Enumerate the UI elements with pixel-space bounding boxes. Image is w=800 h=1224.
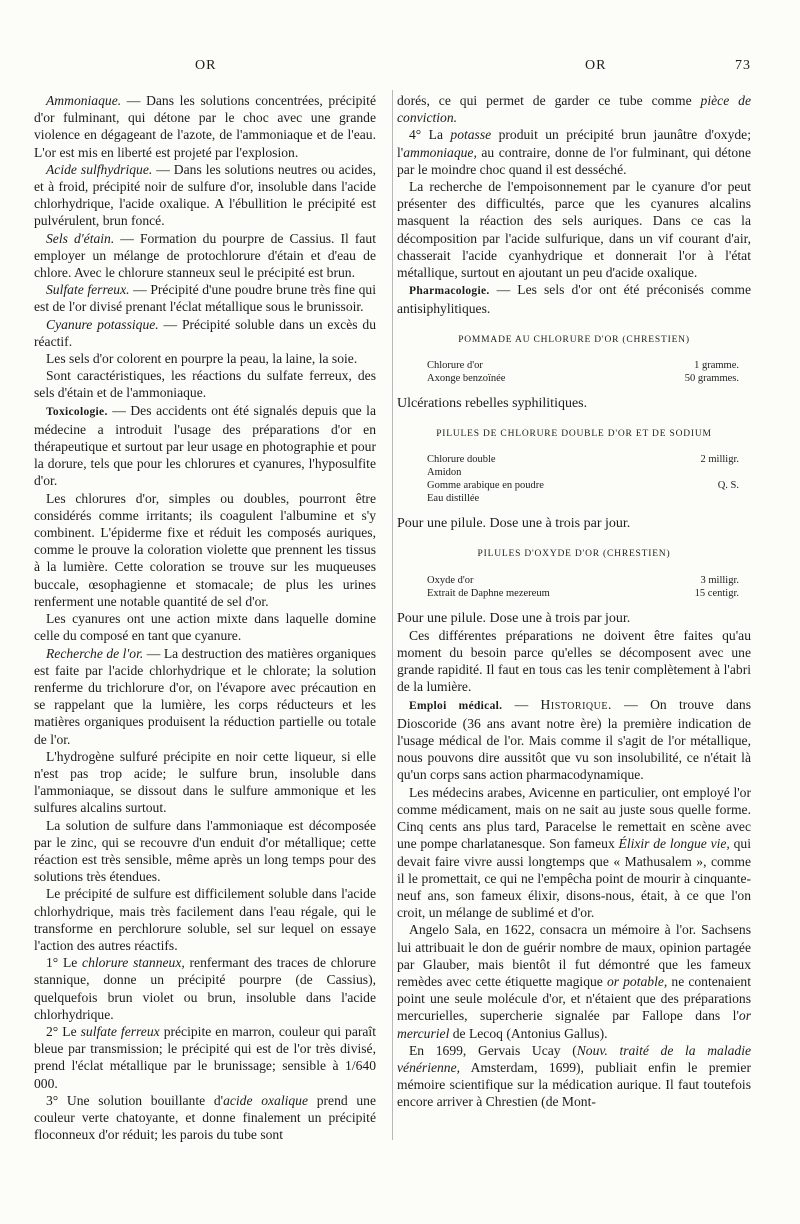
- paragraph: [34, 92, 376, 161]
- paragraph-text: qui devait faire vivre aussi longtemps que « Mathusalem », comme il le promettait, ce qui ne l'empêcha point de mourir à cinquante-neuf ans, son fameux élixir, disons-nous, était, à ce que l'on croit, un mélange de sublimé et d'or.: [397, 836, 751, 921]
- paragraph-emphasis: Élixir de longue vie,: [618, 836, 730, 852]
- paragraph-text: au contraire, donne de l'or fulminant, qui détone par le moindre choc quand il est desséché.: [397, 144, 751, 177]
- paragraph: [397, 921, 751, 1041]
- ingredient-quantity: [649, 492, 751, 505]
- paragraph: [34, 316, 376, 350]
- paragraph: [34, 645, 376, 748]
- paragraph: [34, 402, 376, 490]
- paragraph-text: — Des accidents ont été signalés depuis que la médecine a introduit l'usage des préparations d'or en thérapeutique et surtout par leur usage en photographie et pour la dorure, tels que pour les chlorures et cyanures, l'hyposulfite d'or.: [34, 402, 376, 489]
- ingredient-name: Oxyde d'or: [427, 574, 474, 586]
- prescription-row: [397, 587, 751, 600]
- paragraph: [34, 1092, 376, 1144]
- paragraph-text: renfermant des traces de chlorure stannique, donne un précipité pourpre (de Cassius), quelquefois brun violet ou brun, insoluble dans l'acide chlorhydrique.: [34, 955, 376, 1022]
- paragraph-text: prend une couleur verte chatoyante, et donne finalement un précipité floconneux d'or réduit; les parois du tube sont: [34, 1092, 376, 1143]
- paragraph-text: — Dans les solutions neutres ou acides, et à froid, précipité noir de sulfure d'or, insoluble dans l'acide chlorhydrique, l'acide oxalique. A l'ébullition le précipité est pulvérulent, brun foncé.: [34, 161, 376, 229]
- paragraph-text: Le précipité de sulfure est difficilement soluble dans l'acide chlorhydrique, mais très facilement dans l'eau régale, qui le transforme en perchlorure soluble, sel sur lequel on essaye l'action des autres réactifs.: [34, 886, 376, 953]
- paragraph-text: En 1699, Gervais Ucay (: [409, 1042, 577, 1058]
- ingredient-quantity: 2 milligr.: [700, 454, 739, 466]
- prescription-title: PILULES D'OXYDE D'OR (CHRESTIEN): [477, 549, 671, 560]
- ingredient-quantity: 15 centigr.: [694, 587, 739, 599]
- ingredient-name: Chlorure double: [427, 454, 496, 466]
- paragraph: [34, 350, 376, 367]
- ingredient-quantity: 3 milligr.: [700, 574, 739, 586]
- paragraph-text: L'hydrogène sulfuré précipite en noir cette liqueur, si elle n'est pas trop acide; le sulfure brun, insoluble dans l'ammoniaque, se dissout dans le sulfure ammonique et les sulfures alcalins surtout.: [34, 748, 376, 816]
- paragraph: [397, 627, 751, 696]
- paragraph-emphasis: Nouv. traité de la maladie vénérienne,: [397, 1042, 751, 1075]
- ingredient-name: Gomme arabique en poudre: [427, 480, 544, 492]
- paragraph-text: Les chlorures d'or, simples ou doubles, pourront être considérés comme irritants; ils coagulent l'albumine et s'y combinent. L'épiderme fixe et réduit les composés auriques, comme le prouve la coloration violette que prennent les tissus à la lumière. Cette coloration se trouve sur les muqueuses buccale, œsophagienne et stomacale; de plus les urines renferment une notable quantité de sel d'or.: [34, 490, 376, 609]
- paragraph-lead: Acide sulfhydrique.: [46, 161, 153, 177]
- paragraph-text: Les sels d'or colorent en pourpre la peau, la laine, la soie.: [46, 351, 358, 367]
- page-number: 73: [735, 58, 751, 73]
- ingredient-quantity: 50 grammes.: [684, 372, 739, 384]
- paragraph: [397, 126, 751, 178]
- prescription-note: Pour une pilule. Dose une à trois par jour.: [397, 610, 631, 626]
- prescription-row: [397, 359, 751, 372]
- paragraph-emphasis: or potable,: [606, 973, 668, 989]
- paragraph-lead: Sulfate ferreux.: [46, 282, 130, 298]
- paragraph-lead: 3° Une solution bouillante d': [46, 1092, 224, 1108]
- ingredient-name: Axonge benzoïnée: [427, 372, 506, 384]
- paragraph-text: — La destruction des matières organiques est faite par l'acide chlorhydrique et le chlorate; la solution renferme du trichlorure d'or, on l'évapore avec précaution en se rappelant que la lumière, les corps réducteurs et les matières organiques produisent la réduction partielle ou totale de l'or.: [34, 645, 376, 747]
- paragraph-lead: Sels d'étain.: [46, 230, 115, 246]
- prescription-title: POMMADE AU CHLORURE D'OR (CHRESTIEN): [458, 334, 690, 345]
- paragraph-lead: Ammoniaque.: [46, 93, 122, 108]
- paragraph-emphasis: sulfate ferreux: [80, 1023, 160, 1039]
- paragraph-text: Amsterdam, 1699), publiait enfin le premier mémoire scientifique sur la médication aurique. Il faut toutefois encore arriver à Chrestien (de Mont-: [397, 1059, 751, 1110]
- right-column: [397, 92, 751, 1111]
- paragraph: [34, 161, 376, 230]
- paragraph-text: produit un précipité brun jaunâtre d'oxyde; l': [397, 127, 751, 160]
- paragraph-lead: 2° Le: [46, 1023, 81, 1039]
- column-divider: [392, 90, 393, 1140]
- paragraph-emphasis: chlorure stanneux,: [82, 955, 185, 971]
- paragraph-text: — Dans les solutions concentrées, précipité d'or fulminant, qui détone par le choc avec une grande violence en dégageant de l'azote, de l'ammoniaque et de l'eau. L'or est mis en liberté est projeté par l'explosion.: [34, 93, 376, 160]
- paragraph-text: Ces différentes préparations ne doivent être faites qu'au moment du besoin parce qu'elles se décomposent avec une grande rapidité. Il faut en tous cas les tenir complètement à l'abri de la lumière.: [397, 627, 751, 695]
- paragraph-emphasis: pièce de conviction.: [397, 93, 751, 126]
- paragraph: [397, 178, 751, 281]
- running-head-left: OR: [195, 58, 217, 73]
- paragraph: Emploi médical. — Historique. — On trouve dans Dioscoride (36 ans avant notre ère) la première indication de l'usage médical de l'or. Mais comme il s'agit de l'or métallique, nous pouvons dire aussitôt que vu son insolubilité, ce n'était là qu'un corps sans action pharmacodynamique.: [397, 696, 752, 783]
- paragraph: [34, 1023, 376, 1092]
- paragraph-emphasis: ammoniaque,: [403, 144, 477, 160]
- running-head-right: OR: [585, 58, 607, 73]
- paragraph-text: — Les sels d'or ont été préconisés comme antisiphylitiques.: [397, 282, 751, 317]
- paragraph-text: La recherche de l'empoisonnement par le cyanure d'or peut présenter des difficultés, parce que les cyanures alcalins masquent la réaction des sels auriques. Dans ce cas la décomposition par l'acide sulfurique, dans un vif courant d'air, chasserait l'acide cyanhydrique et donnerait l'or à l'état métallique, surtout en ajoutant un peu d'acide oxalique.: [397, 179, 751, 281]
- section-heading: Emploi médical.: [409, 699, 503, 712]
- paragraph-text: — Précipité soluble dans un excès du réactif.: [34, 316, 376, 349]
- paragraph: [34, 281, 376, 315]
- left-column: [34, 92, 376, 1143]
- ingredient-name: Extrait de Daphne mezereum: [427, 587, 550, 599]
- prescription-row: [397, 466, 751, 479]
- prescription-note: Pour une pilule. Dose une à trois par jour.: [397, 516, 631, 532]
- prescription-title: PILULES DE CHLORURE DOUBLE D'OR ET DE SODIUM: [436, 429, 712, 440]
- paragraph-text: Les médecins arabes, Avicenne en particulier, ont employé l'or comme médicament, mais on ne sait au juste sous quelle forme. Cinq cents ans plus tard, Paracelse le remettait en scène avec une pompe charlatanesque. Son fameux: [397, 784, 751, 852]
- paragraph: [34, 748, 376, 817]
- paragraph: [34, 367, 376, 401]
- ingredient-name: Amidon: [427, 467, 462, 479]
- paragraph-text: — Formation du pourpre de Cassius. Il faut employer un mélange de protochlorure d'étain et d'eau de chlore. Avec le chlorure stanneux seul le précipité est brun.: [34, 230, 376, 281]
- paragraph-text: ne contenaient point une seule molécule d'or, et n'étaient que des préparations mercurielles, supercherie signalée par Fallope dans l': [397, 973, 751, 1024]
- paragraph-lead: 1° Le: [46, 955, 83, 971]
- paragraph: [34, 885, 376, 954]
- prescription-row: [397, 453, 751, 466]
- paragraph: [397, 281, 751, 317]
- paragraph-lead: Recherche de l'or.: [46, 645, 144, 661]
- paragraph: [34, 610, 376, 644]
- paragraph: [34, 954, 376, 1023]
- paragraph-lead: 4° La: [409, 127, 451, 143]
- ingredient-name: Chlorure d'or: [427, 359, 483, 371]
- prescription-table: [397, 359, 751, 385]
- section-heading: Toxicologie.: [46, 405, 108, 418]
- prescription-row: [397, 574, 751, 587]
- prescription-row: [397, 479, 751, 492]
- ingredient-name: Eau distillée: [427, 493, 480, 505]
- paragraph: [34, 817, 376, 886]
- paragraph: [397, 92, 751, 126]
- prescription-table: [397, 574, 751, 600]
- paragraph-text: de Lecoq (Antonius Gallus).: [449, 1025, 608, 1041]
- paragraph: [34, 490, 376, 610]
- subsection-heading: Historique.: [540, 696, 612, 712]
- paragraph-text: — Précipité d'une poudre brune très fine qui est de l'or divisé prenant l'éclat métallique sous le brunissoir.: [34, 282, 376, 315]
- section-heading: Pharmacologie.: [409, 285, 490, 298]
- paragraph-text: Sont caractéristiques, les réactions du sulfate ferreux, des sels d'étain et de l'ammoniaque.: [34, 368, 376, 401]
- ingredient-quantity: 1 gramme.: [694, 359, 739, 371]
- paragraph-text: — On trouve dans Dioscoride (36 ans avant notre ère) la première indication de l'usage médical de l'or. Mais comme il s'agit de l'or métallique, nous pouvons dire aussitôt que vu son insolubilité, ce n'était là qu'un corps sans action pharmacodynamique.: [397, 696, 752, 783]
- paragraph-lead: Cyanure potassique.: [46, 316, 159, 332]
- paragraph-emphasis: potasse: [450, 127, 492, 143]
- paragraph: [397, 784, 751, 922]
- paragraph-text: précipite en marron, couleur qui paraît bleue par transmission; le précipité qui est de l'or très divisé, prend l'éclat métallique par le brunissage; sensible à 1/640 000.: [34, 1023, 376, 1091]
- paragraph-emphasis: acide oxalique: [223, 1092, 309, 1108]
- ingredient-quantity: [649, 466, 751, 479]
- prescription-row: [397, 372, 751, 385]
- paragraph-text: Les cyanures ont une action mixte dans laquelle domine celle du composé en tant que cyanure.: [34, 611, 376, 644]
- paragraph-emphasis: or mercuriel: [397, 1008, 751, 1041]
- paragraph-text: dorés, ce qui permet de garder ce tube comme: [397, 93, 701, 108]
- prescription-table: [397, 453, 751, 505]
- ingredient-quantity: Q. S.: [717, 480, 739, 492]
- prescription-row: [397, 492, 751, 505]
- paragraph-text: Angelo Sala, en 1622, consacra un mémoire à l'or. Sachsens lui attribuait le don de guérir nombre de maux, opinion partagée par Glauber, mais bientôt il fut démontré que les fameux remèdes avec cette étiquette magique: [397, 922, 751, 989]
- paragraph: [34, 230, 376, 282]
- paragraph: [397, 1042, 751, 1111]
- prescription-note: Ulcérations rebelles syphilitiques.: [397, 395, 588, 411]
- paragraph-text: La solution de sulfure dans l'ammoniaque est décomposée par le zinc, qui se recouvre d'un enduit d'or métallique; cette réaction est très sensible, même après un long temps pour des solutions très étendues.: [34, 817, 376, 885]
